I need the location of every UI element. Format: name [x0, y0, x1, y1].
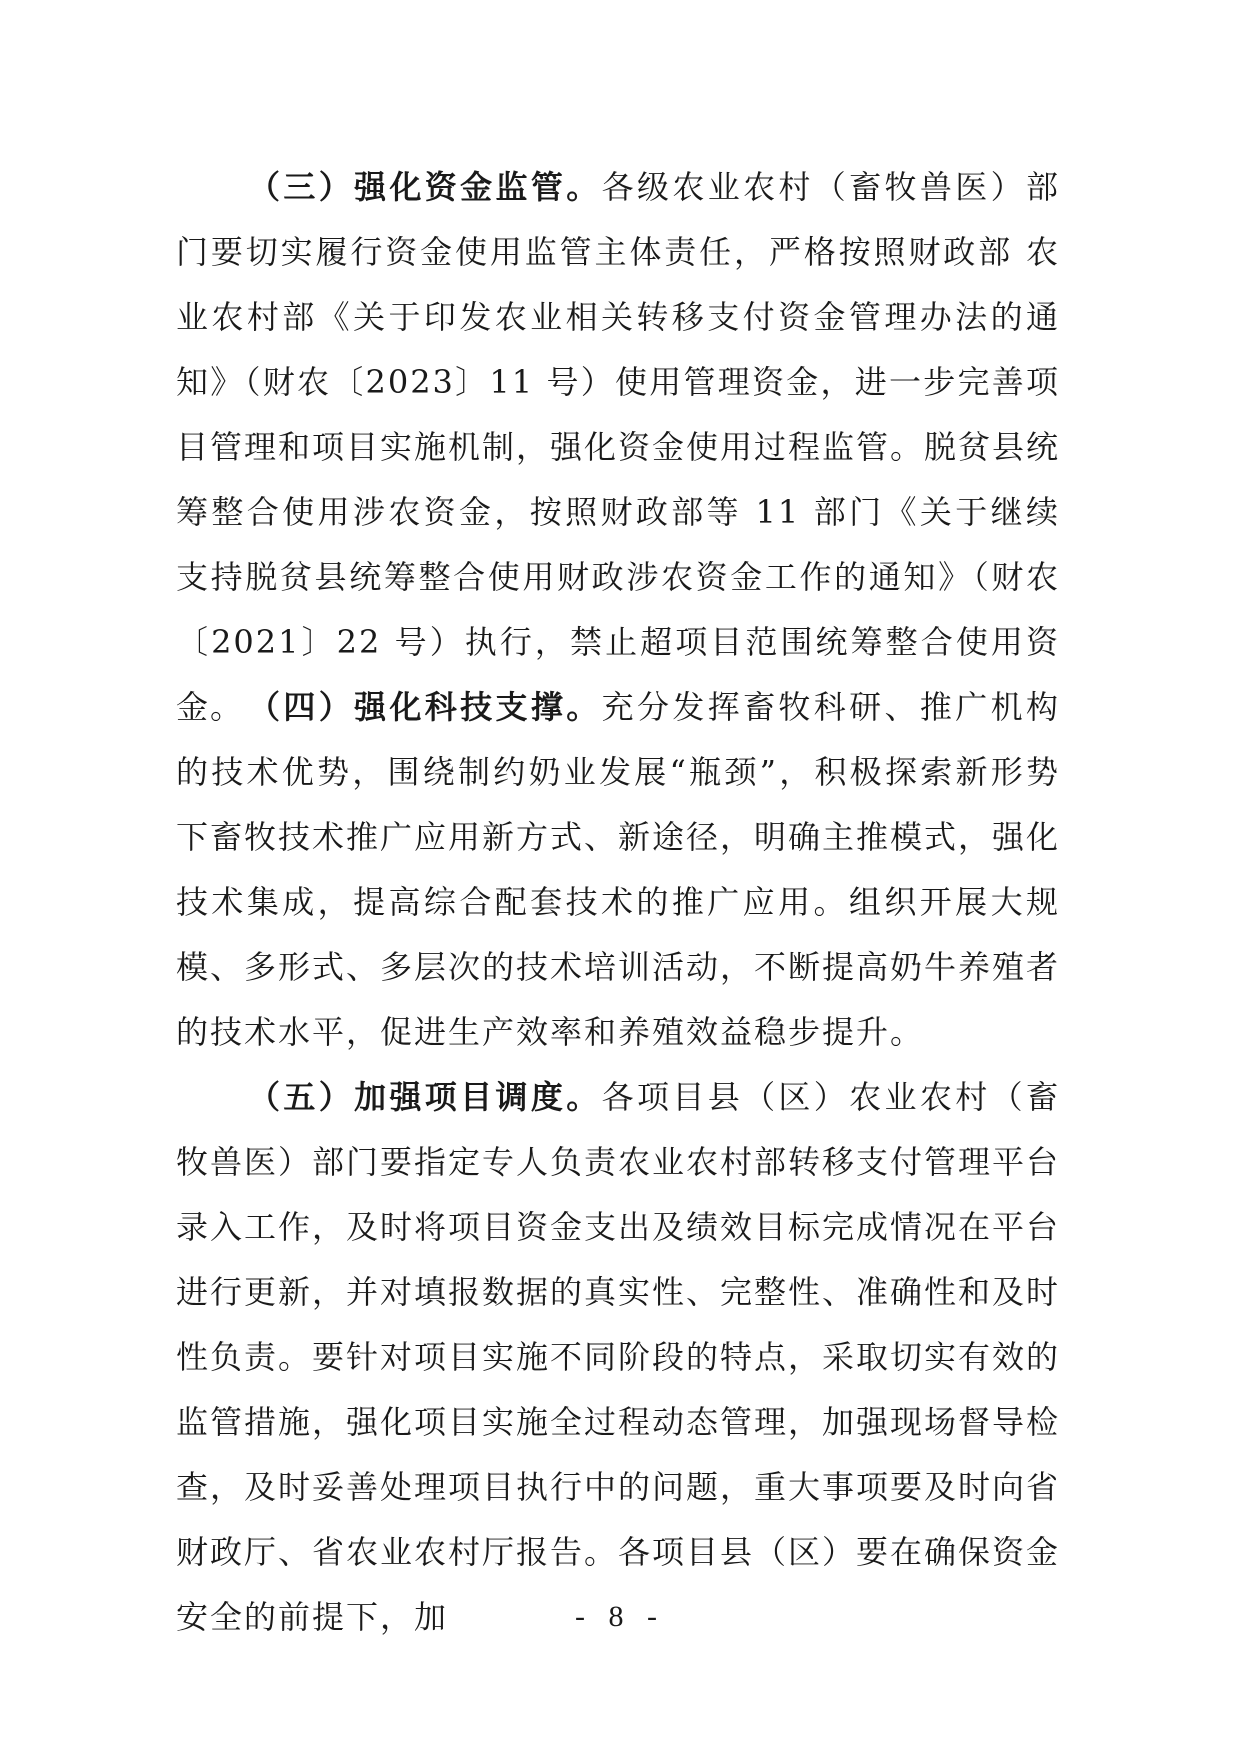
paragraph-strengthen-fund-supervision: [176, 155, 1060, 740]
paragraph-heading: （四）强化科技支撑。: [248, 688, 602, 726]
paragraph-body: 各级农业农村（畜牧兽医）部门要切实履行资金使用监管主体责任，严格按照财政部 农业农村部《关于印发农业相关转移支付资金管理办法的通知》（财农〔2023〕11 号）使用管理资金，进一步完善项目管理和项目实施机制，强化资金使用过程监管。脱贫县统筹整合使用涉农资金，按照财政部等 11 部门《关于继续支持脱贫县统筹整合使用财政涉农资金工作的通知》（财农〔2021〕22 号）执行，禁止超项目范围统筹整合使用资金。: [176, 168, 1061, 726]
page-number: - 8 -: [575, 1600, 665, 1633]
paragraph-strengthen-tech-support: [176, 675, 1060, 1065]
paragraph-project-scheduling: [176, 1065, 1060, 1650]
paragraph-body: 各项目县（区）农业农村（畜牧兽医）部门要指定专人负责农业农村部转移支付管理平台录入工作，及时将项目资金支出及绩效目标完成情况在平台进行更新，并对填报数据的真实性、完整性、准确性和及时性负责。要针对项目实施不同阶段的特点，采取切实有效的监管措施，强化项目实施全过程动态管理，加强现场督导检查，及时妥善处理项目执行中的问题，重大事项要及时向省财政厅、省农业农村厅报告。各项目县（区）要在确保资金安全的前提下，加: [176, 1078, 1061, 1636]
paragraph-heading: （三）强化资金监管。: [248, 168, 602, 206]
paragraph-body: 充分发挥畜牧科研、推广机构的技术优势，围绕制约奶业发展“瓶颈”，积极探索新形势下畜牧技术推广应用新方式、新途径，明确主推模式，强化技术集成，提高综合配套技术的推广应用。组织开展大规模、多形式、多层次的技术培训活动，不断提高奶牛养殖者的技术水平，促进生产效率和养殖效益稳步提升。: [176, 688, 1061, 1051]
paragraph-heading: （五）加强项目调度。: [248, 1078, 602, 1116]
